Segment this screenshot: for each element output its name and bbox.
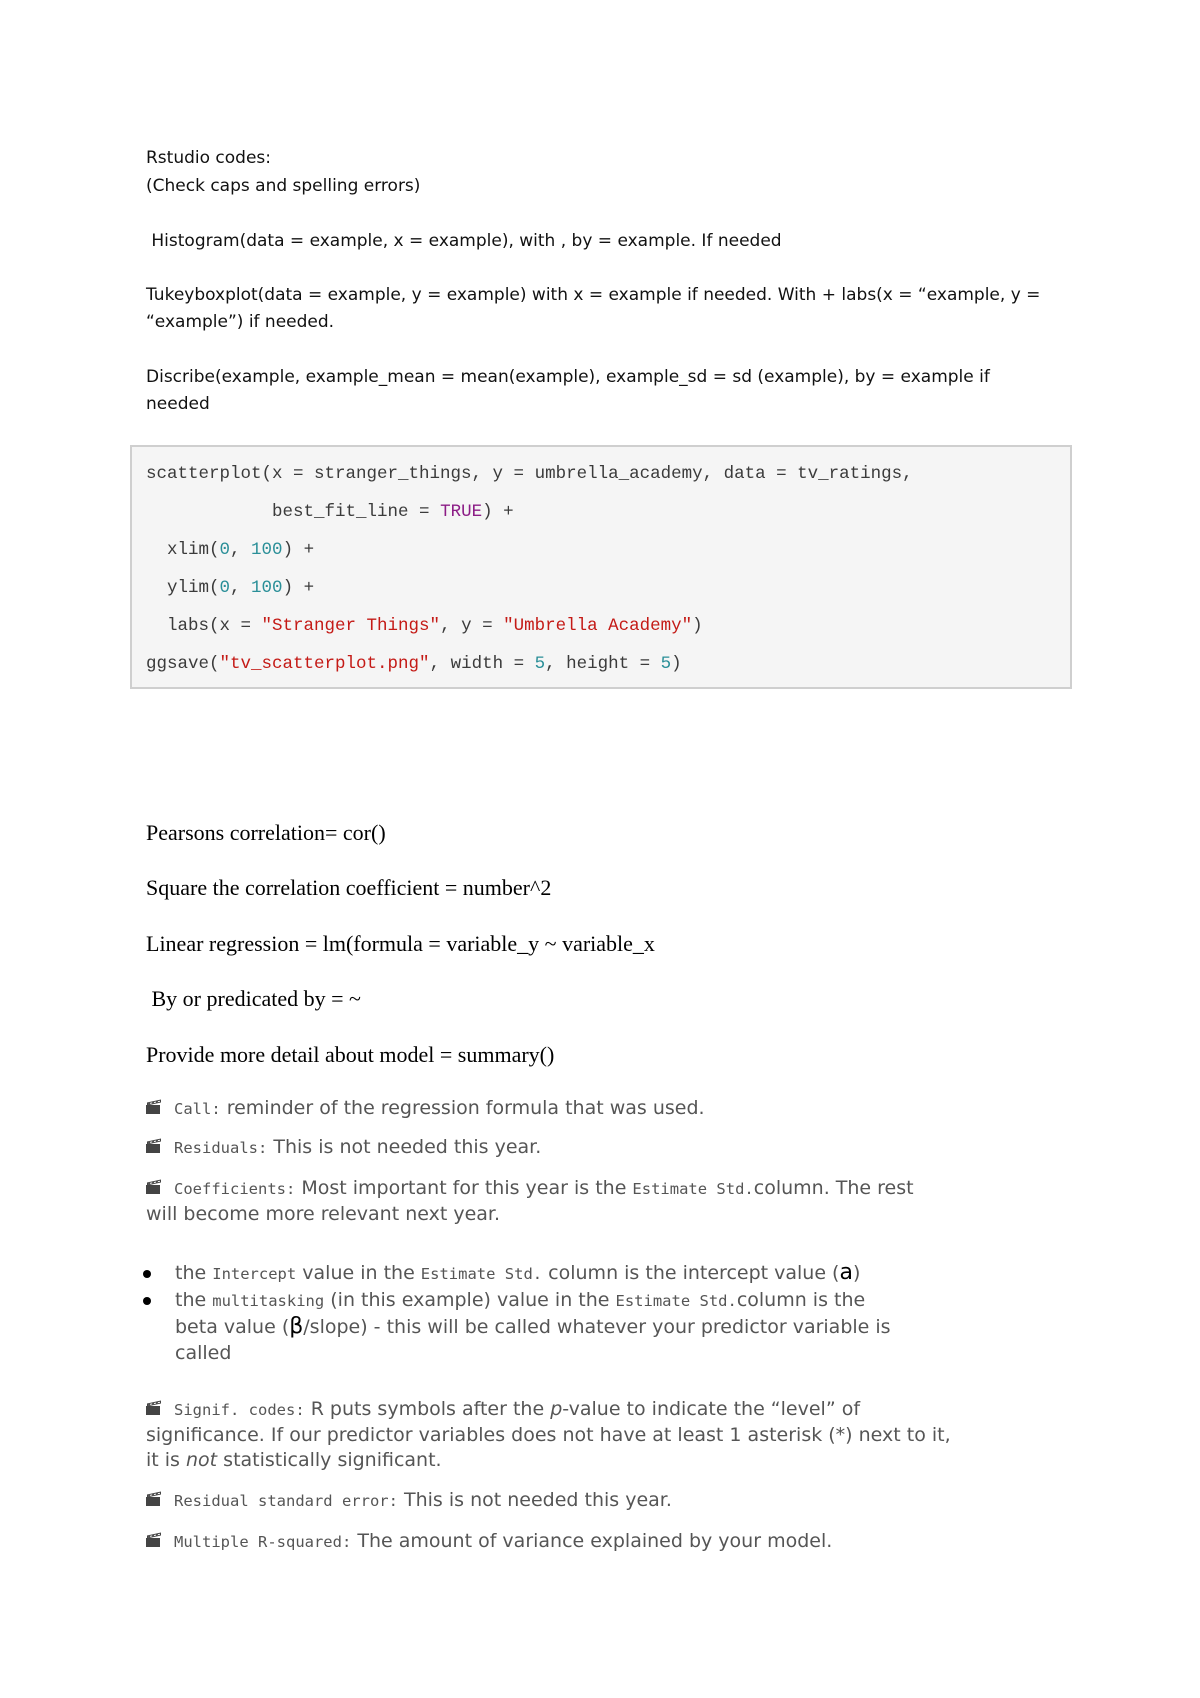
slope-subitem: the multitasking (in this example) value in the Estimate Std.column is the beta value (β/slope) - this will be called whatever your predictor variable is called — [175, 1287, 1045, 1366]
clapperboard-icon — [146, 1534, 162, 1548]
call-item: Call: reminder of the regression formula that was used. — [146, 1096, 1046, 1122]
intro-note: (Check caps and spelling errors) — [146, 176, 421, 196]
code-line-1: scatterplot(x = stranger_things, y = umbrella_academy, data = tv_ratings, — [146, 464, 913, 484]
coefficients-item: Coefficients: Most important for this year is the Estimate Std.column. The rest will become more relevant next year. — [146, 1177, 914, 1225]
code-line-3: xlim(0, 100) + — [146, 540, 315, 560]
code-line-4: ylim(0, 100) + — [146, 578, 315, 598]
intercept-subitem: the Intercept value in the Estimate Std. column is the intercept value (a) — [175, 1260, 1045, 1287]
code-line-5: labs(x = "Stranger Things", y = "Umbrella Academy") — [146, 616, 703, 636]
summary-line: Provide more detail about model = summary() — [146, 1042, 555, 1067]
clapperboard-icon — [146, 1101, 162, 1115]
describe-line-1: Discribe(example, example_mean = mean(example), example_sd = sd (example), by = example if — [146, 367, 990, 387]
clapperboard-icon — [146, 1181, 162, 1195]
intro-title: Rstudio codes: — [146, 148, 272, 168]
pearson-line: Pearsons correlation= cor() — [146, 820, 386, 845]
clapperboard-icon — [146, 1402, 162, 1416]
residuals-item: Residuals: This is not needed this year. — [146, 1135, 1046, 1161]
square-line: Square the correlation coefficient = number^2 — [146, 875, 552, 900]
code-line-6: ggsave("tv_scatterplot.png", width = 5, height = 5) — [146, 654, 682, 674]
clapperboard-icon — [146, 1140, 162, 1154]
tukey-line-1: Tukeyboxplot(data = example, y = example) with x = example if needed. With + labs(x = “example, y = — [146, 285, 1041, 305]
linear-line: Linear regression = lm(formula = variable_y ~ variable_x — [146, 931, 655, 956]
describe-line-2: needed — [146, 394, 210, 414]
signif-item: Signif. codes: R puts symbols after the p-value to indicate the “level” of significance. If our predictor variables does not have at least 1 asterisk (*) next to it, it is not statistically significant. — [146, 1398, 951, 1471]
by-line: By or predicated by = ~ — [146, 986, 361, 1011]
code-block — [130, 445, 1072, 689]
histogram-line: Histogram(data = example, x = example), with , by = example. If needed — [146, 231, 782, 251]
clapperboard-icon — [146, 1493, 162, 1507]
bullet-dot — [143, 1270, 151, 1278]
bullet-dot — [143, 1297, 151, 1305]
r-squared-item: Multiple R-squared: The amount of variance explained by your model. — [146, 1529, 1046, 1555]
code-line-2: best_fit_line = TRUE) + — [146, 502, 514, 522]
rse-item: Residual standard error: This is not needed this year. — [146, 1488, 1046, 1514]
tukey-line-2: “example”) if needed. — [146, 312, 335, 332]
